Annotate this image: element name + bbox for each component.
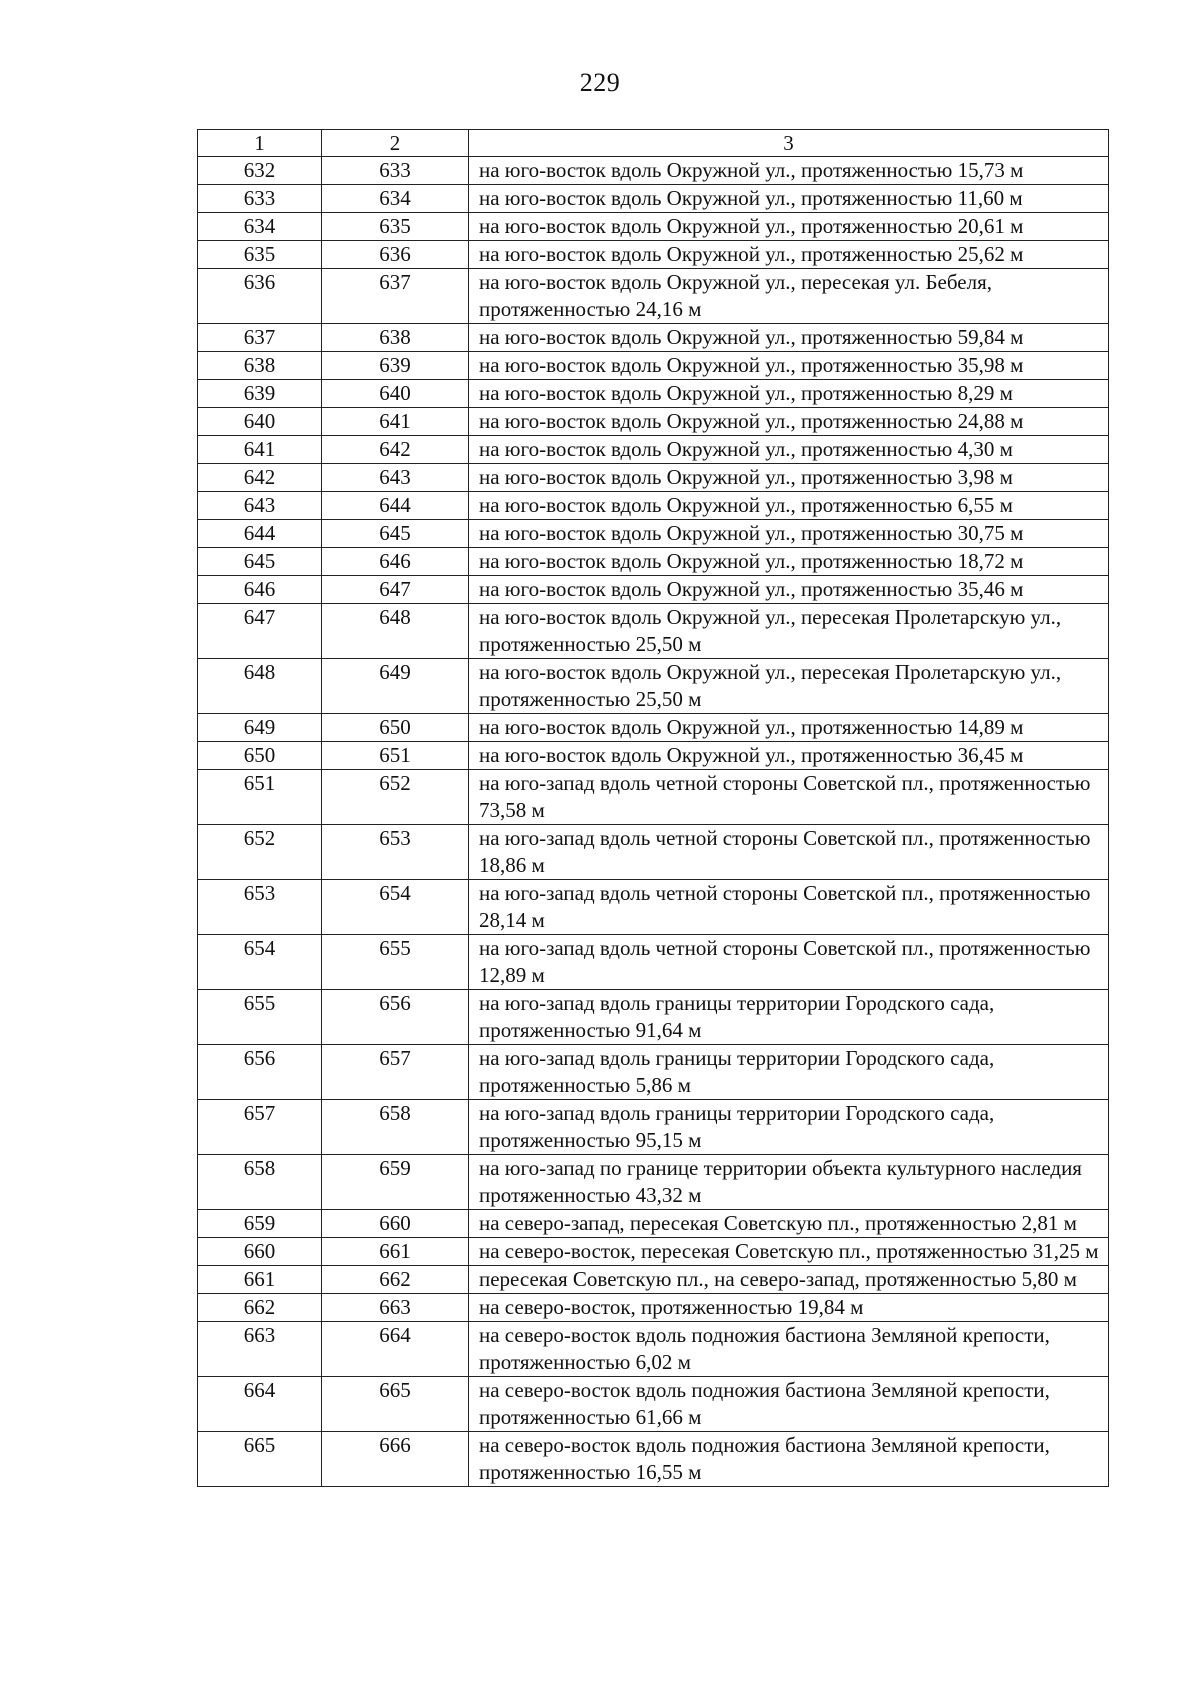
point-to-cell: 640 xyxy=(322,380,469,408)
column-header-1: 1 xyxy=(198,130,322,157)
description-cell: на юго-восток вдоль Окружной ул., протяженностью 15,73 м xyxy=(469,157,1109,185)
table-row xyxy=(198,408,1109,436)
point-to-cell: 641 xyxy=(322,408,469,436)
table-row xyxy=(198,659,1109,714)
point-from-cell: 654 xyxy=(198,935,322,990)
table-row xyxy=(198,269,1109,324)
point-to-cell: 658 xyxy=(322,1100,469,1155)
point-to-cell: 636 xyxy=(322,241,469,269)
point-from-cell: 633 xyxy=(198,185,322,213)
point-from-cell: 663 xyxy=(198,1322,322,1377)
point-from-cell: 651 xyxy=(198,770,322,825)
point-from-cell: 636 xyxy=(198,269,322,324)
point-from-cell: 662 xyxy=(198,1294,322,1322)
description-cell: на юго-восток вдоль Окружной ул., протяженностью 30,75 м xyxy=(469,520,1109,548)
description-cell: на юго-восток вдоль Окружной ул., протяженностью 6,55 м xyxy=(469,492,1109,520)
column-header-3: 3 xyxy=(469,130,1109,157)
table-row xyxy=(198,825,1109,880)
point-from-cell: 642 xyxy=(198,464,322,492)
table-row xyxy=(198,241,1109,269)
table-row xyxy=(198,1322,1109,1377)
point-to-cell: 647 xyxy=(322,576,469,604)
point-to-cell: 633 xyxy=(322,157,469,185)
description-cell: на юго-запад вдоль четной стороны Советской пл., протяженностью 18,86 м xyxy=(469,825,1109,880)
table-row xyxy=(198,464,1109,492)
description-cell: на северо-восток вдоль подножия бастиона Земляной крепости, протяженностью 61,66 м xyxy=(469,1377,1109,1432)
description-cell: на юго-запад вдоль границы территории Городского сада, протяженностью 5,86 м xyxy=(469,1045,1109,1100)
description-cell: на северо-восток вдоль подножия бастиона Земляной крепости, протяженностью 16,55 м xyxy=(469,1432,1109,1487)
description-cell: на юго-запад вдоль четной стороны Советской пл., протяженностью 12,89 м xyxy=(469,935,1109,990)
point-from-cell: 640 xyxy=(198,408,322,436)
point-from-cell: 638 xyxy=(198,352,322,380)
point-to-cell: 639 xyxy=(322,352,469,380)
table-row xyxy=(198,742,1109,770)
description-cell: на юго-восток вдоль Окружной ул., протяженностью 35,46 м xyxy=(469,576,1109,604)
table-row xyxy=(198,1238,1109,1266)
table-row xyxy=(198,576,1109,604)
point-from-cell: 634 xyxy=(198,213,322,241)
point-from-cell: 652 xyxy=(198,825,322,880)
point-from-cell: 653 xyxy=(198,880,322,935)
point-to-cell: 655 xyxy=(322,935,469,990)
description-cell: на северо-запад, пересекая Советскую пл., протяженностью 2,81 м xyxy=(469,1210,1109,1238)
table-row xyxy=(198,1266,1109,1294)
point-to-cell: 643 xyxy=(322,464,469,492)
description-cell: на юго-восток вдоль Окружной ул., протяженностью 3,98 м xyxy=(469,464,1109,492)
point-from-cell: 661 xyxy=(198,1266,322,1294)
point-to-cell: 652 xyxy=(322,770,469,825)
table-row xyxy=(198,880,1109,935)
table-row xyxy=(198,324,1109,352)
point-from-cell: 664 xyxy=(198,1377,322,1432)
table-row xyxy=(198,492,1109,520)
point-from-cell: 643 xyxy=(198,492,322,520)
description-cell: на юго-восток вдоль Окружной ул., протяженностью 59,84 м xyxy=(469,324,1109,352)
table-row xyxy=(198,520,1109,548)
table-row xyxy=(198,604,1109,659)
description-cell: на юго-запад вдоль границы территории Городского сада, протяженностью 95,15 м xyxy=(469,1100,1109,1155)
point-to-cell: 654 xyxy=(322,880,469,935)
table-row xyxy=(198,213,1109,241)
description-cell: на юго-запад вдоль четной стороны Советской пл., протяженностью 73,58 м xyxy=(469,770,1109,825)
point-to-cell: 634 xyxy=(322,185,469,213)
point-to-cell: 656 xyxy=(322,990,469,1045)
description-cell: на северо-восток вдоль подножия бастиона Земляной крепости, протяженностью 6,02 м xyxy=(469,1322,1109,1377)
table-body xyxy=(198,157,1109,1487)
description-cell: на юго-восток вдоль Окружной ул., протяженностью 18,72 м xyxy=(469,548,1109,576)
point-from-cell: 655 xyxy=(198,990,322,1045)
point-to-cell: 661 xyxy=(322,1238,469,1266)
table-row xyxy=(198,1294,1109,1322)
point-to-cell: 653 xyxy=(322,825,469,880)
point-from-cell: 635 xyxy=(198,241,322,269)
description-cell: на северо-восток, протяженностью 19,84 м xyxy=(469,1294,1109,1322)
description-cell: на юго-запад вдоль границы территории Городского сада, протяженностью 91,64 м xyxy=(469,990,1109,1045)
description-cell: на юго-восток вдоль Окружной ул., пересекая Пролетарскую ул., протяженностью 25,50 м xyxy=(469,659,1109,714)
description-cell: на юго-восток вдоль Окружной ул., протяженностью 20,61 м xyxy=(469,213,1109,241)
point-to-cell: 635 xyxy=(322,213,469,241)
boundary-points-table xyxy=(197,129,1109,1487)
column-header-2: 2 xyxy=(322,130,469,157)
point-from-cell: 645 xyxy=(198,548,322,576)
description-cell: пересекая Советскую пл., на северо-запад, протяженностью 5,80 м xyxy=(469,1266,1109,1294)
point-from-cell: 660 xyxy=(198,1238,322,1266)
point-from-cell: 637 xyxy=(198,324,322,352)
description-cell: на северо-восток, пересекая Советскую пл., протяженностью 31,25 м xyxy=(469,1238,1109,1266)
point-to-cell: 646 xyxy=(322,548,469,576)
point-from-cell: 648 xyxy=(198,659,322,714)
description-cell: на юго-восток вдоль Окружной ул., протяженностью 24,88 м xyxy=(469,408,1109,436)
point-to-cell: 650 xyxy=(322,714,469,742)
table-row xyxy=(198,1155,1109,1210)
table-row xyxy=(198,935,1109,990)
table-row xyxy=(198,185,1109,213)
point-to-cell: 666 xyxy=(322,1432,469,1487)
point-from-cell: 646 xyxy=(198,576,322,604)
point-to-cell: 659 xyxy=(322,1155,469,1210)
point-to-cell: 638 xyxy=(322,324,469,352)
description-cell: на юго-восток вдоль Окружной ул., пересекая Пролетарскую ул., протяженностью 25,50 м xyxy=(469,604,1109,659)
table-row xyxy=(198,352,1109,380)
point-from-cell: 650 xyxy=(198,742,322,770)
table-row xyxy=(198,990,1109,1045)
description-cell: на юго-запад по границе территории объекта культурного наследия протяженностью 43,32 м xyxy=(469,1155,1109,1210)
point-from-cell: 641 xyxy=(198,436,322,464)
point-to-cell: 642 xyxy=(322,436,469,464)
table-header-row xyxy=(198,130,1109,157)
point-from-cell: 639 xyxy=(198,380,322,408)
point-from-cell: 665 xyxy=(198,1432,322,1487)
point-from-cell: 656 xyxy=(198,1045,322,1100)
table-row xyxy=(198,1100,1109,1155)
table-row xyxy=(198,1210,1109,1238)
description-cell: на юго-восток вдоль Окружной ул., протяженностью 8,29 м xyxy=(469,380,1109,408)
point-to-cell: 665 xyxy=(322,1377,469,1432)
description-cell: на юго-восток вдоль Окружной ул., протяженностью 4,30 м xyxy=(469,436,1109,464)
description-cell: на юго-восток вдоль Окружной ул., протяженностью 11,60 м xyxy=(469,185,1109,213)
description-cell: на юго-восток вдоль Окружной ул., протяженностью 36,45 м xyxy=(469,742,1109,770)
table-row xyxy=(198,380,1109,408)
point-to-cell: 637 xyxy=(322,269,469,324)
point-to-cell: 648 xyxy=(322,604,469,659)
table-row xyxy=(198,548,1109,576)
table-row xyxy=(198,770,1109,825)
point-from-cell: 658 xyxy=(198,1155,322,1210)
table-row xyxy=(198,1377,1109,1432)
table-row xyxy=(198,714,1109,742)
point-to-cell: 662 xyxy=(322,1266,469,1294)
description-cell: на юго-восток вдоль Окружной ул., пересекая ул. Бебеля, протяженностью 24,16 м xyxy=(469,269,1109,324)
description-cell: на юго-запад вдоль четной стороны Советской пл., протяженностью 28,14 м xyxy=(469,880,1109,935)
point-to-cell: 649 xyxy=(322,659,469,714)
point-to-cell: 644 xyxy=(322,492,469,520)
description-cell: на юго-восток вдоль Окружной ул., протяженностью 25,62 м xyxy=(469,241,1109,269)
point-from-cell: 632 xyxy=(198,157,322,185)
point-from-cell: 647 xyxy=(198,604,322,659)
table-row xyxy=(198,1045,1109,1100)
point-to-cell: 657 xyxy=(322,1045,469,1100)
point-to-cell: 660 xyxy=(322,1210,469,1238)
table-row xyxy=(198,157,1109,185)
point-to-cell: 651 xyxy=(322,742,469,770)
point-from-cell: 657 xyxy=(198,1100,322,1155)
point-from-cell: 644 xyxy=(198,520,322,548)
table-row xyxy=(198,1432,1109,1487)
point-from-cell: 659 xyxy=(198,1210,322,1238)
description-cell: на юго-восток вдоль Окружной ул., протяженностью 14,89 м xyxy=(469,714,1109,742)
page-number: 229 xyxy=(579,68,621,97)
point-to-cell: 664 xyxy=(322,1322,469,1377)
description-cell: на юго-восток вдоль Окружной ул., протяженностью 35,98 м xyxy=(469,352,1109,380)
table-row xyxy=(198,436,1109,464)
point-from-cell: 649 xyxy=(198,714,322,742)
point-to-cell: 645 xyxy=(322,520,469,548)
point-to-cell: 663 xyxy=(322,1294,469,1322)
